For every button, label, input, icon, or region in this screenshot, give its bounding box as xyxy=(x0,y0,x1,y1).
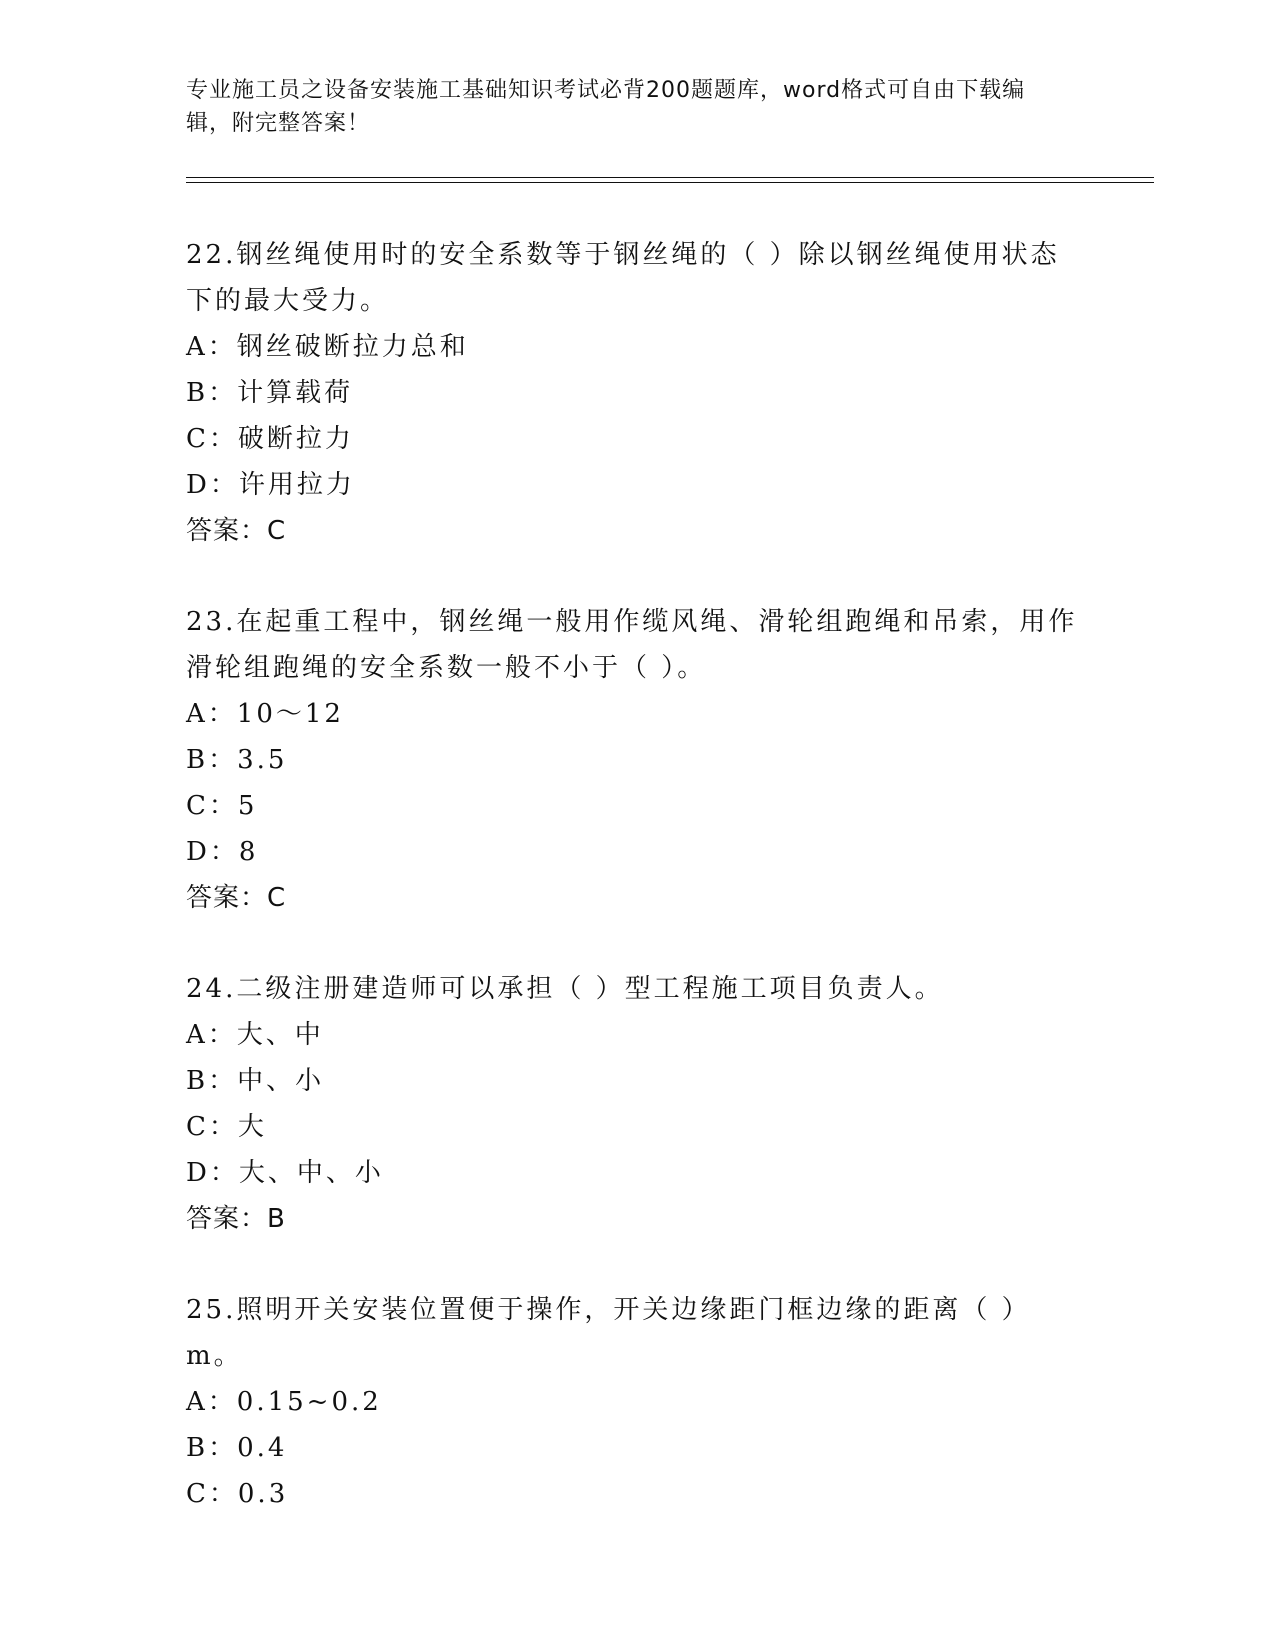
option-d: D：许用拉力 xyxy=(186,470,355,500)
option-b: B：计算载荷 xyxy=(186,378,354,408)
option-c: C：0.3 xyxy=(186,1479,289,1509)
answer: 答案：C xyxy=(186,883,287,913)
document-header xyxy=(186,74,1066,140)
question-text: 24.二级注册建造师可以承担（ ）型工程施工项目负责人。 xyxy=(186,974,944,1004)
question-text: 25.照明开关安装位置便于操作，开关边缘距门框边缘的距离（ ）m。 xyxy=(186,1295,1031,1371)
option-c: C：大 xyxy=(186,1112,267,1142)
option-b: B：中、小 xyxy=(186,1066,325,1096)
option-c: C：破断拉力 xyxy=(186,424,354,454)
question-list xyxy=(186,232,1086,1562)
question-24 xyxy=(186,966,1086,1242)
answer: 答案：C xyxy=(186,516,287,546)
option-d: D：8 xyxy=(186,837,259,867)
answer: 答案：B xyxy=(186,1204,286,1234)
question-25 xyxy=(186,1287,1086,1517)
option-a: A：钢丝破断拉力总和 xyxy=(186,332,469,362)
option-c: C：5 xyxy=(186,791,258,821)
header-divider-bottom xyxy=(186,182,1154,183)
option-b: B：3.5 xyxy=(186,745,288,775)
question-text: 22.钢丝绳使用时的安全系数等于钢丝绳的（ ）除以钢丝绳使用状态下的最大受力。 xyxy=(186,240,1060,316)
option-a: A：0.15~0.2 xyxy=(186,1387,382,1417)
question-23 xyxy=(186,599,1086,921)
question-text: 23.在起重工程中，钢丝绳一般用作缆风绳、滑轮组跑绳和吊索，用作滑轮组跑绳的安全系数一般不小于（ ）。 xyxy=(186,607,1078,683)
option-a: A：大、中 xyxy=(186,1020,324,1050)
option-d: D：大、中、小 xyxy=(186,1158,384,1188)
header-title: 专业施工员之设备安装施工基础知识考试必背200题题库，word格式可自由下载编辑，附完整答案！ xyxy=(186,78,1026,136)
option-b: B：0.4 xyxy=(186,1433,288,1463)
option-a: A：10～12 xyxy=(186,699,344,729)
header-divider-top xyxy=(186,177,1154,178)
question-22 xyxy=(186,232,1086,554)
